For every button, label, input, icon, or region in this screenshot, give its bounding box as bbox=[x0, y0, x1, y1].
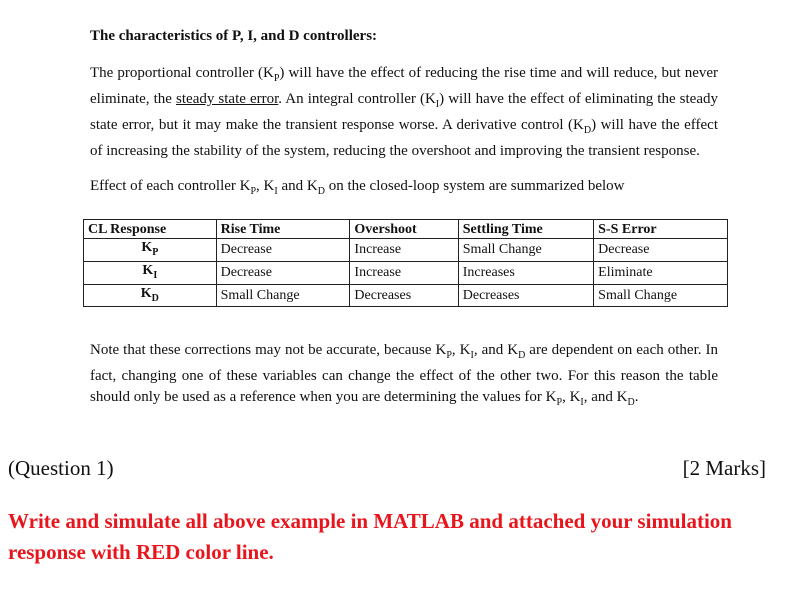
subscript: D bbox=[518, 350, 526, 361]
text-run: , and K bbox=[473, 342, 519, 358]
table-cell: Decreases bbox=[350, 284, 458, 307]
table-cell: Increases bbox=[458, 261, 593, 284]
table-row bbox=[84, 284, 728, 307]
subscript: D bbox=[151, 292, 159, 304]
text-run: , K bbox=[451, 342, 471, 358]
table-cell: Increase bbox=[350, 261, 458, 284]
table-row bbox=[84, 261, 728, 284]
subscript: I bbox=[580, 397, 584, 408]
text-run: , K bbox=[562, 389, 581, 405]
table-cell: Small Change bbox=[594, 284, 728, 307]
task-instruction: Write and simulate all above example in MATLAB and attached your simulation response with RED color line. bbox=[8, 509, 732, 564]
subscript: I bbox=[435, 99, 440, 110]
document-body bbox=[90, 28, 718, 211]
text-run: The proportional controller (K bbox=[90, 65, 274, 81]
text-run: . bbox=[634, 389, 639, 405]
subscript: D bbox=[317, 186, 325, 197]
text-run: , and K bbox=[583, 389, 628, 405]
table-cell: Small Change bbox=[216, 284, 350, 307]
text-run: ) will have the effect of increasing the stability of the system, reducing the overshoot and improving the transient response. bbox=[90, 117, 718, 159]
text-run: . An integral controller (K bbox=[278, 91, 436, 107]
intro-paragraph bbox=[90, 63, 718, 162]
subscript: I bbox=[470, 350, 474, 361]
table-header: Overshoot bbox=[350, 220, 458, 239]
subscript: P bbox=[250, 186, 257, 197]
row-label bbox=[84, 261, 217, 284]
text-run: , K bbox=[256, 178, 275, 194]
text-run: on the closed-loop system are summarized below bbox=[324, 178, 625, 194]
table-cell: Decreases bbox=[458, 284, 593, 307]
text-run: ) will have the effect of eliminating the steady state error, but it may make the transient response worse. A derivative control (K bbox=[90, 91, 718, 133]
subscript: I bbox=[274, 186, 278, 197]
row-label bbox=[84, 284, 217, 307]
text-run: Effect of each controller K bbox=[90, 178, 251, 194]
table-header-row bbox=[84, 220, 728, 239]
table-header: Rise Time bbox=[216, 220, 350, 239]
table-intro bbox=[90, 178, 718, 197]
text-run: ) will have the effect of reducing the rise time and will reduce, but never eliminate, the bbox=[90, 65, 719, 107]
controller-effects-table bbox=[83, 219, 728, 307]
table-row bbox=[84, 239, 728, 262]
subscript: I bbox=[153, 269, 158, 281]
section-title: The characteristics of P, I, and D controllers: bbox=[90, 28, 378, 44]
subscript: P bbox=[446, 350, 452, 361]
steady-state-error-link[interactable]: steady state error bbox=[176, 91, 279, 107]
table-cell: Eliminate bbox=[594, 261, 728, 284]
text-run: and K bbox=[277, 178, 318, 194]
note-paragraph bbox=[90, 340, 718, 413]
table-header: S-S Error bbox=[594, 220, 728, 239]
subscript: D bbox=[627, 397, 635, 408]
table-header: Settling Time bbox=[458, 220, 593, 239]
table-cell: Small Change bbox=[458, 239, 593, 262]
row-label-text: K bbox=[141, 240, 153, 255]
table-cell: Increase bbox=[350, 239, 458, 262]
row-label bbox=[84, 239, 217, 262]
row-label-text: K bbox=[140, 285, 152, 301]
subscript: D bbox=[583, 125, 592, 136]
table-header: CL Response bbox=[84, 220, 217, 239]
subscript: P bbox=[152, 246, 159, 258]
subscript: P bbox=[273, 73, 280, 84]
text-run: are dependent on each other. In fact, changing one of these variables can change the effect of the other two. For this reason the table should only be used as a reference when you are determining the values for K bbox=[90, 342, 718, 405]
table-cell: Decrease bbox=[594, 239, 728, 262]
table-cell: Decrease bbox=[216, 261, 350, 284]
marks-label: [2 Marks] bbox=[682, 456, 766, 480]
row-label-text: K bbox=[142, 262, 154, 278]
text-run: Note that these corrections may not be accurate, because K bbox=[90, 342, 447, 358]
subscript: P bbox=[556, 397, 563, 408]
question-label: (Question 1) bbox=[8, 456, 114, 480]
table-cell: Decrease bbox=[216, 239, 350, 262]
